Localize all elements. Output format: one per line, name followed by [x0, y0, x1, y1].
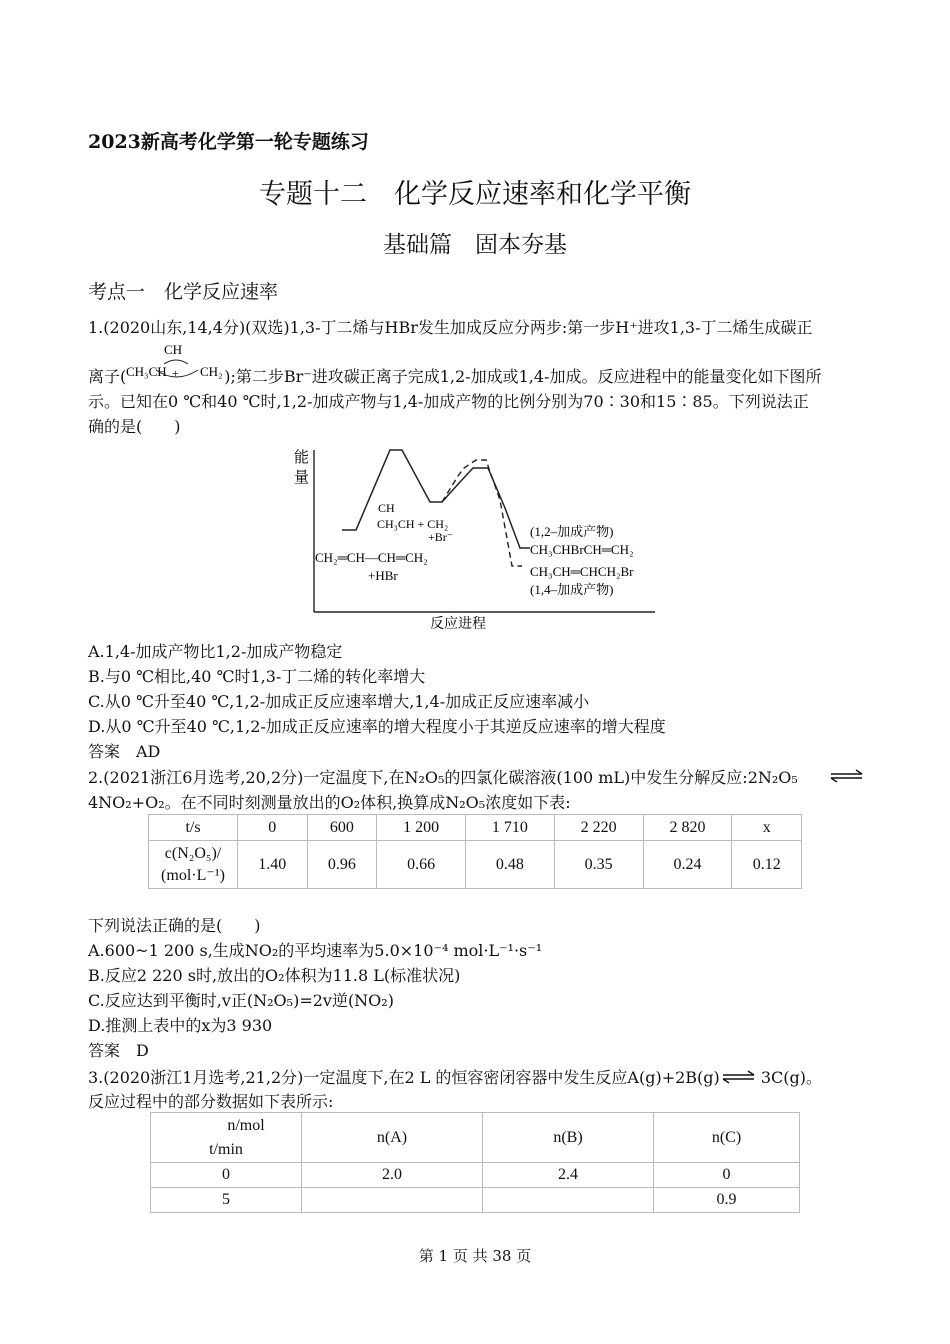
q2-answer: 答案 D — [88, 1041, 149, 1060]
q2-value-cell: 0.35 — [554, 841, 643, 889]
q2-value-cell: 0.12 — [732, 841, 802, 889]
page-subtitle: 基础篇 固本夯基 — [383, 232, 567, 258]
q3-cell: 2.4 — [483, 1163, 654, 1188]
q2-value-cell: 0.96 — [307, 841, 377, 889]
intermediate-ch: CH — [378, 501, 395, 515]
page-title: 专题十二 化学反应速率和化学平衡 — [259, 179, 691, 210]
q1-line-2-post: );第二步Br⁻进攻碳正离子完成1,2-加成或1,4-加成。反应进程中的能量变化如下图所 — [224, 367, 822, 386]
q3-header-cell: n(B) — [483, 1113, 654, 1163]
q1-answer: 答案 AD — [88, 742, 161, 761]
svg-text:CH₂: CH₂ — [200, 364, 223, 379]
q1-line-2 — [88, 344, 822, 389]
q2-header-cell: 0 — [238, 815, 308, 841]
q3-header-cell: n(C) — [654, 1113, 800, 1163]
carbocation-formula — [126, 344, 224, 386]
energy-curve-14 — [442, 460, 522, 566]
diagram-y-label-2: 量 — [294, 470, 310, 486]
series-title: 2023新高考化学第一轮专题练习 — [88, 131, 369, 153]
q3-cell: 0 — [654, 1163, 800, 1188]
q3-line-2: 反应过程中的部分数据如下表所示: — [88, 1092, 334, 1111]
q3-table-header-row — [151, 1113, 800, 1163]
q2-header-cell: 2 820 — [643, 815, 732, 841]
q3-line-1-text: 3.(2020浙江1月选考,21,2分)一定温度下,在2 L 的恒容密闭容器中发生反应A(g)+2B(g) — [88, 1068, 720, 1087]
q2-table — [148, 814, 802, 889]
q2-header-cell: 1 710 — [465, 815, 554, 841]
q2-row-label-2: (mol·L⁻¹) — [161, 866, 225, 884]
q3-corner-cell — [151, 1113, 302, 1163]
q2-value-cell: 1.40 — [238, 841, 308, 889]
q2-table-row — [149, 841, 802, 889]
q2-option-b: B.反应2 220 s时,放出的O₂体积为11.8 L(标准状况) — [88, 966, 461, 985]
q2-header-cell: t/s — [149, 815, 238, 841]
q1-option-b: B.与0 ℃相比,40 ℃时1,3-丁二烯的转化率增大 — [88, 667, 426, 686]
q2-value-cell: 0.66 — [377, 841, 466, 889]
q3-corner-top: n/mol — [227, 1116, 265, 1134]
q1-option-d: D.从0 ℃升至40 ℃,1,2-加成正反应速率的增大程度小于其逆反应速率的增大程度 — [88, 717, 666, 736]
q3-cell: 2.0 — [302, 1163, 483, 1188]
q2-row-label-1: c(N₂O₅)/ — [164, 844, 222, 862]
q1-line-1: 1.(2020山东,14,4分)(双选)1,3-丁二烯与HBr发生加成反应分两步:第一步H⁺进攻1,3-丁二烯生成碳正 — [88, 318, 813, 337]
q2-option-d: D.推测上表中的x为3 930 — [88, 1016, 273, 1035]
q2-header-cell: 1 200 — [377, 815, 466, 841]
q2-line-1: 2.(2021浙江6月选考,20,2分)一定温度下,在N₂O₅的四氯化碳溶液(100 mL)中发生分解反应:2N₂O₅ — [88, 768, 798, 787]
q2-header-cell: 600 — [307, 815, 377, 841]
equilibrium-arrow-icon — [830, 768, 864, 784]
q2-header-cell: x — [732, 815, 802, 841]
q1-line-2-pre: 离子( — [88, 367, 127, 386]
svg-text:CH₃CH: CH₃CH — [126, 364, 167, 379]
q3-header-cell: n(A) — [302, 1113, 483, 1163]
q2-line-2: 4NO₂+O₂。在不同时刻测量放出的O₂体积,换算成N₂O₅浓度如下表: — [88, 793, 571, 812]
q3-cell: 5 — [151, 1188, 302, 1213]
product-14-label: (1,4–加成产物) — [530, 582, 614, 597]
q3-table-row — [151, 1163, 800, 1188]
section-heading: 考点一 化学反应速率 — [88, 281, 279, 303]
reactant-formula: CH₂═CH—CH═CH₂ — [315, 550, 428, 565]
diagram-x-label: 反应进程 — [430, 617, 486, 632]
q3-table-row — [151, 1188, 800, 1213]
product-12-label: (1,2–加成产物) — [530, 524, 614, 539]
q1-option-c: C.从0 ℃升至40 ℃,1,2-加成正反应速率增大,1,4-加成正反应速率减小 — [88, 692, 590, 711]
q2-table-header-row — [149, 815, 802, 841]
equilibrium-arrow-icon — [722, 1069, 756, 1085]
q1-option-a: A.1,4-加成产物比1,2-加成产物稳定 — [88, 642, 343, 661]
q2-value-cell: 0.24 — [643, 841, 732, 889]
q1-line-4: 确的是( ) — [88, 417, 181, 436]
product-12-formula: CH₃CHBrCH═CH₂ — [530, 542, 634, 557]
q2-header-cell: 2 220 — [554, 815, 643, 841]
q2-value-cell: 0.48 — [465, 841, 554, 889]
diagram-y-label-1: 能 — [294, 450, 310, 466]
q2-option-c: C.反应达到平衡时,v正(N₂O₅)=2v逆(NO₂) — [88, 991, 394, 1010]
q2-row-label — [149, 841, 238, 889]
q2-option-a: A.600~1 200 s,生成NO₂的平均速率为5.0×10⁻⁴ mol·L⁻¹·s⁻¹ — [88, 941, 543, 960]
q3-corner-bottom: t/min — [209, 1140, 243, 1158]
reactant-hbr: +HBr — [368, 568, 398, 583]
q2-prompt: 下列说法正确的是( ) — [88, 916, 261, 935]
q3-cell — [483, 1188, 654, 1213]
intermediate-formula: CH₃CH + CH₂ — [377, 517, 449, 531]
product-14-formula: CH₃CH═CHCH₂Br — [530, 564, 634, 579]
energy-diagram — [290, 440, 670, 635]
q3-cell: 0 — [151, 1163, 302, 1188]
q3-cell: 0.9 — [654, 1188, 800, 1213]
page-footer: 第 1 页 共 38 页 — [418, 1247, 532, 1265]
intermediate-br: +Br⁻ — [428, 530, 454, 544]
q3-line-1-tail: 3C(g)。 — [755, 1068, 823, 1087]
svg-text:+: + — [172, 366, 180, 380]
svg-text:CH: CH — [164, 344, 183, 357]
q3-table — [150, 1112, 800, 1213]
q1-line-3: 示。已知在0 ℃和40 ℃时,1,2-加成产物与1,4-加成产物的比例分别为70∶30和15∶85。下列说法正 — [88, 392, 809, 411]
q3-line-1 — [88, 1065, 822, 1090]
q3-cell — [302, 1188, 483, 1213]
